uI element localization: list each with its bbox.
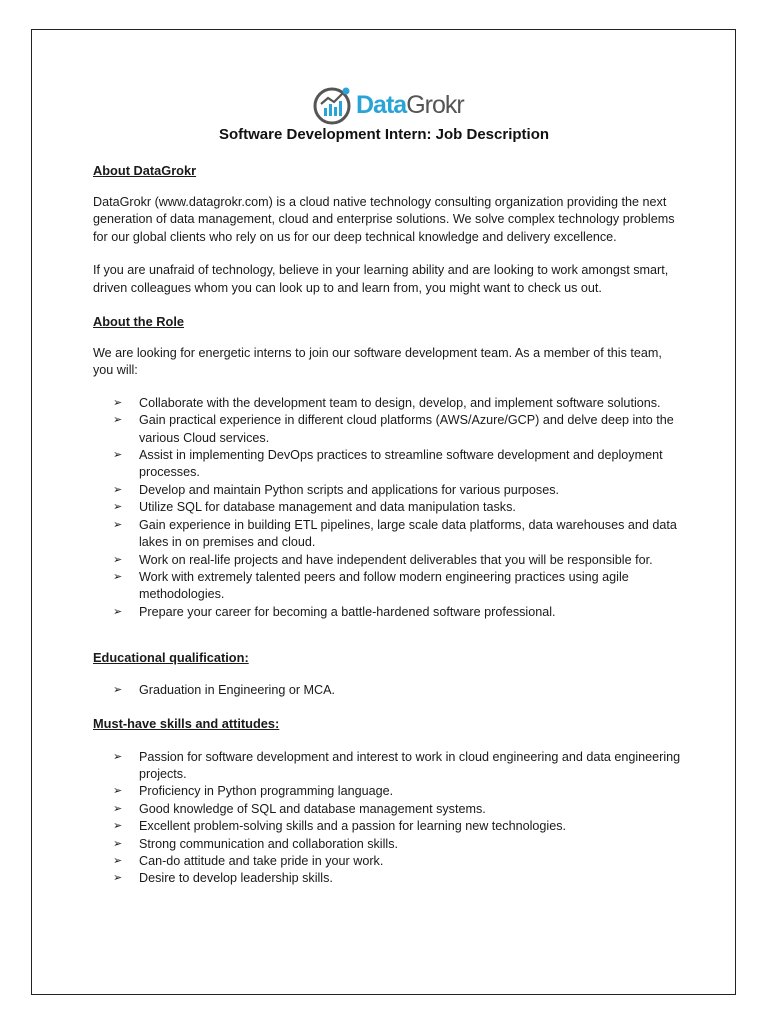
list-item: ➢ Passion for software development and interest to work in cloud engineering and data engineering projects.: [113, 749, 681, 781]
about-paragraph-1: DataGrokr (www.datagrokr.com) is a cloud native technology consulting organization providing the next generation of data management, cloud and enterprise solutions. We solve complex technology problems for our global clients who rely on us for our deep technical knowledge and delivery excellence.: [93, 195, 675, 244]
company-logo: [312, 84, 464, 126]
role-list: [93, 395, 683, 621]
document-title: Software Development Intern: Job Description: [218, 126, 550, 143]
list-item: ➢ Develop and maintain Python scripts and applications for various purposes.: [93, 482, 683, 499]
skills-heading: Must-have skills and attitudes:: [93, 715, 280, 731]
list-item: ➢ Proficiency in Python programming language.: [93, 783, 683, 800]
list-item: ➢ Work on real-life projects and have independent deliverables that you will be responsible for.: [93, 552, 683, 569]
bullet-arrow-icon: ➢: [113, 837, 123, 850]
bullet-arrow-icon: ➢: [113, 802, 123, 815]
bullet-arrow-icon: ➢: [113, 872, 123, 885]
role-heading: About the Role: [93, 314, 184, 330]
list-item: ➢ Utilize SQL for database management and data manipulation tasks.: [93, 499, 683, 516]
bullet-arrow-icon: ➢: [113, 449, 123, 462]
document-body: [93, 162, 683, 888]
list-item: ➢ Desire to develop leadership skills.: [93, 870, 683, 887]
bullet-arrow-icon: ➢: [113, 483, 123, 496]
list-item: ➢ Assist in implementing DevOps practices to streamline software development and deployment processes.: [113, 448, 663, 480]
bullet-arrow-icon: ➢: [113, 684, 123, 697]
bullet-arrow-icon: ➢: [113, 785, 123, 798]
bullet-arrow-icon: ➢: [113, 414, 123, 427]
bullet-arrow-icon: ➢: [113, 501, 123, 514]
bullet-arrow-icon: ➢: [113, 605, 123, 618]
bullet-arrow-icon: ➢: [113, 854, 123, 867]
list-item: ➢ Graduation in Engineering or MCA.: [93, 682, 683, 699]
role-intro: We are looking for energetic interns to join our software development team. As a member of this team, you will:: [93, 346, 662, 378]
list-item: ➢ Gain experience in building ETL pipelines, large scale data platforms, data warehouses and data lakes in on premises and cloud.: [113, 517, 677, 550]
logo-wordmark: DataGrokr: [356, 90, 464, 119]
bullet-arrow-icon: ➢: [113, 570, 123, 583]
bullet-arrow-icon: ➢: [113, 820, 123, 833]
education-heading: Educational qualification:: [93, 650, 249, 666]
about-heading: About DataGrokr: [93, 163, 197, 178]
list-item: ➢ Excellent problem-solving skills and a passion for learning new technologies.: [93, 818, 683, 835]
list-item: ➢ Collaborate with the development team to design, develop, and implement software solutions.: [93, 395, 683, 412]
bullet-arrow-icon: ➢: [113, 396, 123, 409]
list-item: ➢ Gain practical experience in different cloud platforms (AWS/Azure/GCP) and delve deep into the various Cloud services.: [113, 413, 674, 445]
list-item: ➢ Work with extremely talented peers and follow modern engineering practices using agile methodologies.: [113, 569, 629, 602]
list-item: ➢ Can-do attitude and take pride in your work.: [93, 853, 683, 870]
bullet-arrow-icon: ➢: [113, 553, 123, 566]
list-item: ➢ Good knowledge of SQL and database management systems.: [93, 801, 683, 818]
list-item: ➢ Prepare your career for becoming a battle-hardened software professional.: [93, 604, 683, 621]
list-item: ➢ Strong communication and collaboration skills.: [93, 836, 683, 853]
about-paragraph-2: If you are unafraid of technology, believe in your learning ability and are looking to work amongst smart, driven colleagues whom you can look up to and learn from, you might want to check us out.: [93, 263, 669, 295]
bullet-arrow-icon: ➢: [113, 750, 123, 763]
logo-chart-icon: [312, 84, 354, 126]
bullet-arrow-icon: ➢: [113, 518, 123, 531]
education-list: [93, 682, 683, 699]
skills-list: [93, 749, 683, 888]
